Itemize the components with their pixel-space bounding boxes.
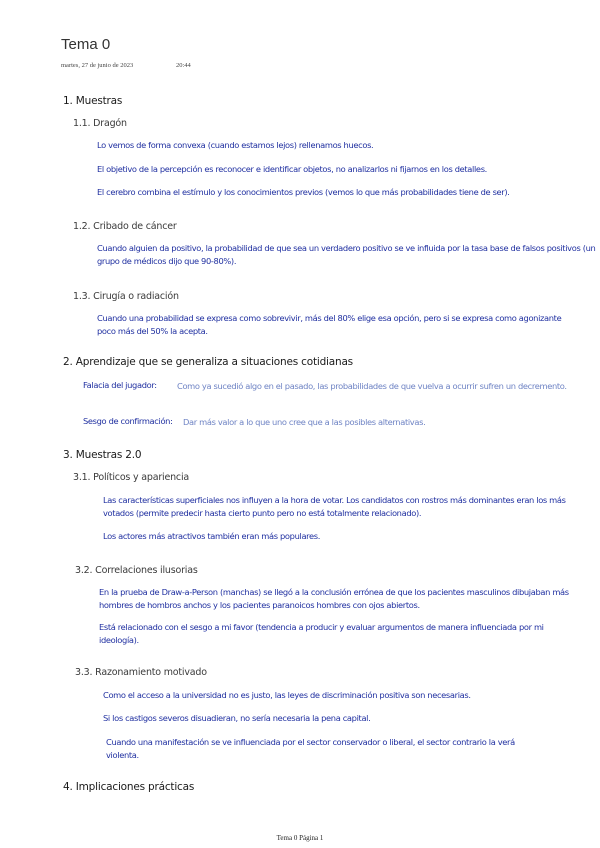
note-line: El cerebro combina el estímulo y los conocimientos previos (vemos lo que más probabilidades tiene de ser).: [97, 187, 510, 197]
note-line: Si los castigos severos disuadieran, no sería necesaria la pena capital.: [103, 713, 371, 723]
subsection-1-2-heading: 1.2. Cribado de cáncer: [73, 221, 177, 232]
section-2-heading: 2. Aprendizaje que se generaliza a situaciones cotidianas: [63, 356, 353, 368]
note-paragraph: Las características superficiales nos influyen a la hora de votar. Los candidatos con rostros más dominantes eran los más votados (permite predecir hasta cierto punto pero no está totalmente relacionado).: [103, 495, 566, 518]
subsection-1-3-heading: 1.3. Cirugía o radiación: [73, 291, 179, 302]
page-title: Tema 0: [61, 36, 111, 53]
note-paragraph: Cuando una probabilidad se expresa como sobrevivir, más del 80% elige esa opción, pero si se expresa como agonizante poco más del 50% la acepta.: [97, 313, 562, 336]
note-paragraph: Cuando una manifestación se ve influenciada por el sector conservador o liberal, el sector contrario la verá violenta.: [106, 737, 515, 760]
subsection-1-1-heading: 1.1. Dragón: [73, 118, 127, 129]
subsection-3-3-heading: 3.3. Razonamiento motivado: [75, 667, 207, 678]
note-line: El objetivo de la percepción es reconocer e identificar objetos, no analizarlos ni fijarnos en los detalles.: [97, 164, 487, 174]
section-1-heading: 1. Muestras: [63, 95, 123, 107]
section-3-heading: 3. Muestras 2.0: [63, 449, 142, 461]
note-line: Lo vemos de forma convexa (cuando estamos lejos) rellenamos huecos.: [97, 140, 374, 150]
note-line: Como el acceso a la universidad no es justo, las leyes de discriminación positiva son necesarias.: [103, 690, 471, 700]
page-date: martes, 27 de junio de 2023: [61, 62, 134, 69]
term-definition: Como ya sucedió algo en el pasado, las probabilidades de que vuelva a ocurrir sufren un decremento.: [177, 381, 567, 391]
note-line: Los actores más atractivos también eran más populares.: [103, 531, 321, 541]
subsection-3-2-heading: 3.2. Correlaciones ilusorias: [75, 565, 198, 576]
note-paragraph: Cuando alguien da positivo, la probabilidad de que sea un verdadero positivo se ve influida por la tasa base de falsos positivos (un grupo de médicos dijo que 90-80%).: [97, 243, 596, 266]
page-time: 20:44: [176, 62, 191, 69]
term-label: Falacia del jugador:: [83, 380, 157, 390]
term-definition: Dar más valor a lo que uno cree que a las posibles alternativas.: [183, 417, 426, 427]
page-footer: Tema 0 Página 1: [276, 834, 324, 842]
note-paragraph: En la prueba de Draw-a-Person (manchas) se llegó a la conclusión errónea de que los pacientes masculinos dibujaban más hombres de hombros anchos y los pacientes paranoicos hombres con ojos abiertos.: [99, 587, 569, 610]
term-label: Sesgo de confirmación:: [83, 416, 173, 426]
note-paragraph: Está relacionado con el sesgo a mi favor (tendencia a producir y evaluar argumentos de manera influenciada por mi ideología).: [99, 622, 544, 645]
subsection-3-1-heading: 3.1. Políticos y apariencia: [73, 472, 190, 483]
section-4-heading: 4. Implicaciones prácticas: [63, 781, 195, 793]
